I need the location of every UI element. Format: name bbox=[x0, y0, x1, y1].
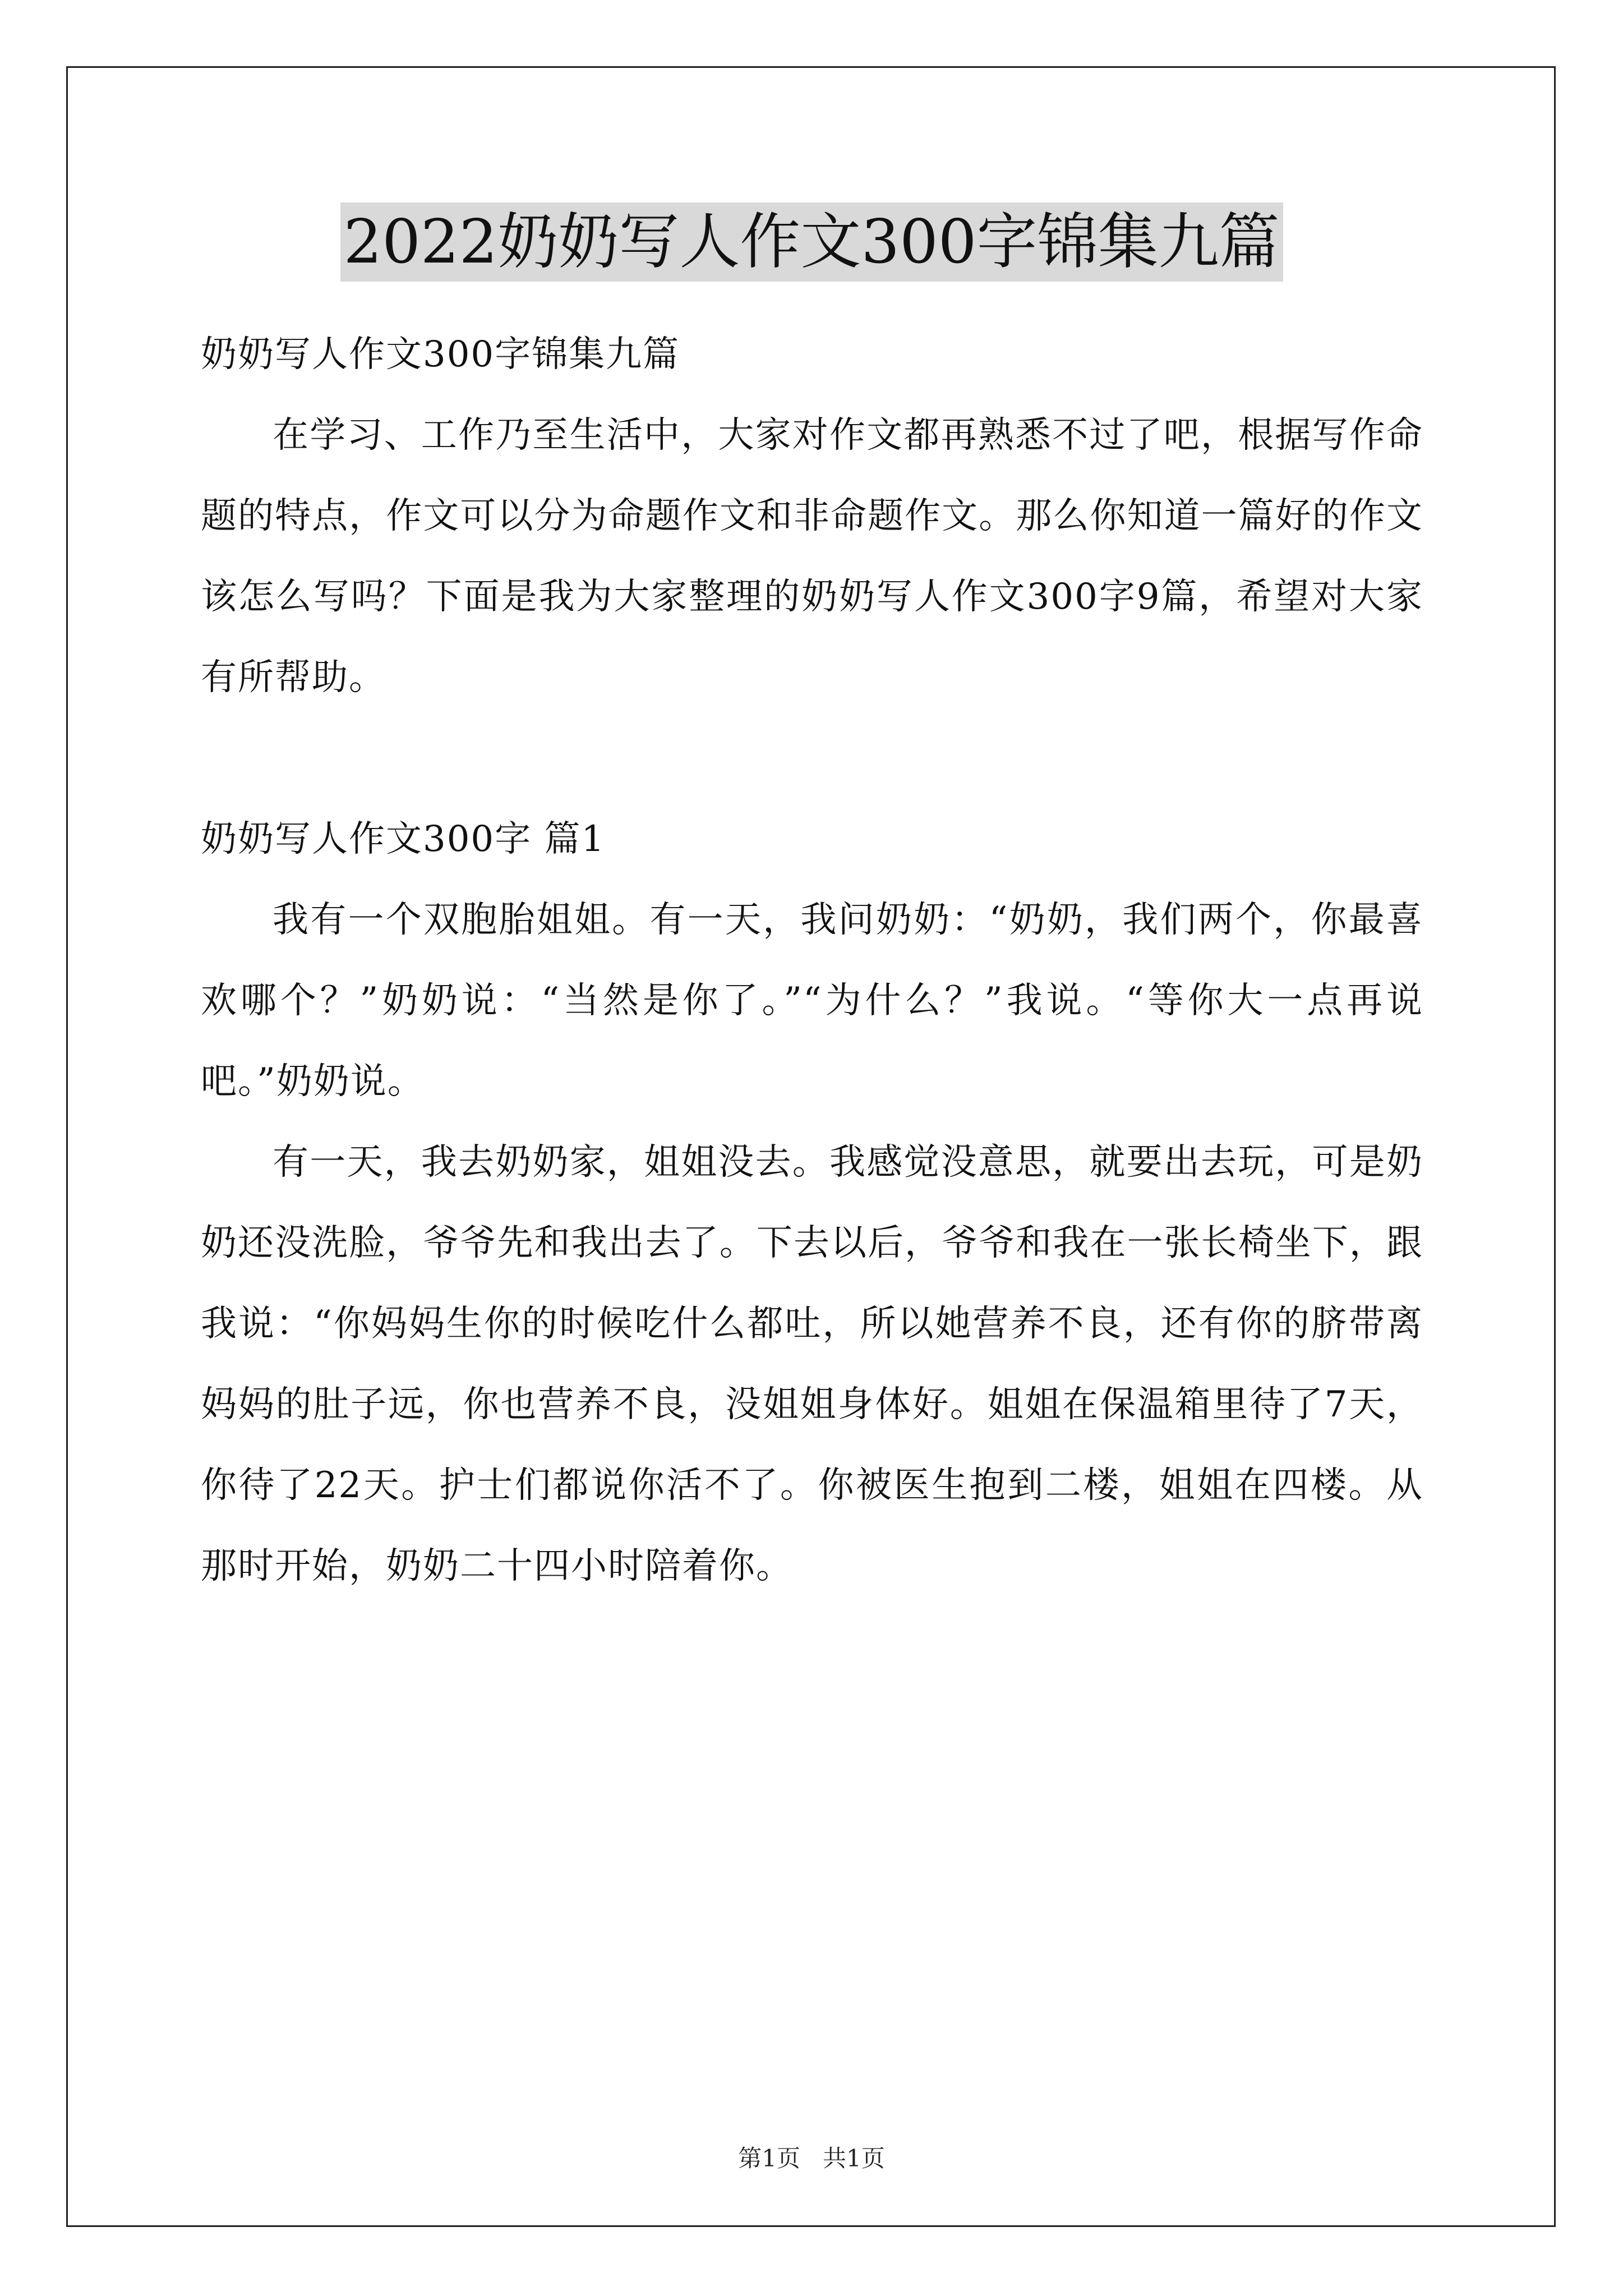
document-subtitle: 奶奶写人作文300字锦集九篇 bbox=[201, 334, 680, 375]
document-title-text: 2022奶奶写人作文300字锦集九篇 bbox=[340, 203, 1283, 282]
intro-paragraph: 在学习、工作乃至生活中，大家对作文都再熟悉不过了吧，根据写作命题的特点，作文可以分为命题作文和非命题作文。那么你知道一篇好的作文该怎么写吗？下面是我为大家整理的奶奶写人作文300字9篇，希望对大家有所帮助。 bbox=[201, 415, 1423, 698]
body-paragraph: 有一天，我去奶奶家，姐姐没去。我感觉没意思，就要出去玩，可是奶奶还没洗脸，爷爷先和我出去了。下去以后，爷爷和我在一张长椅坐下，跟我说：“你妈妈生你的时候吃什么都吐，所以她营养不良，还有你的脐带离妈妈的肚子远，你也营养不良，没姐姐身体好。姐姐在保温箱里待了7天，你待了22天。护士们都说你活不了。你被医生抱到二楼，姐姐在四楼。从那时开始，奶奶二十四小时陪着你。 bbox=[201, 1142, 1423, 1587]
section-heading: 奶奶写人作文300字 篇1 bbox=[201, 818, 606, 860]
section-gap bbox=[201, 718, 1423, 799]
document-body bbox=[201, 314, 1423, 1607]
page-footer: 第1页 共1页 bbox=[738, 2145, 885, 2172]
document-title bbox=[0, 203, 1623, 282]
body-paragraph: 我有一个双胞胎姐姐。有一天，我问奶奶：“奶奶，我们两个，你最喜欢哪个？”奶奶说：“当然是你了。”“为什么？”我说。“等你大一点再说吧。”奶奶说。 bbox=[201, 899, 1423, 1102]
